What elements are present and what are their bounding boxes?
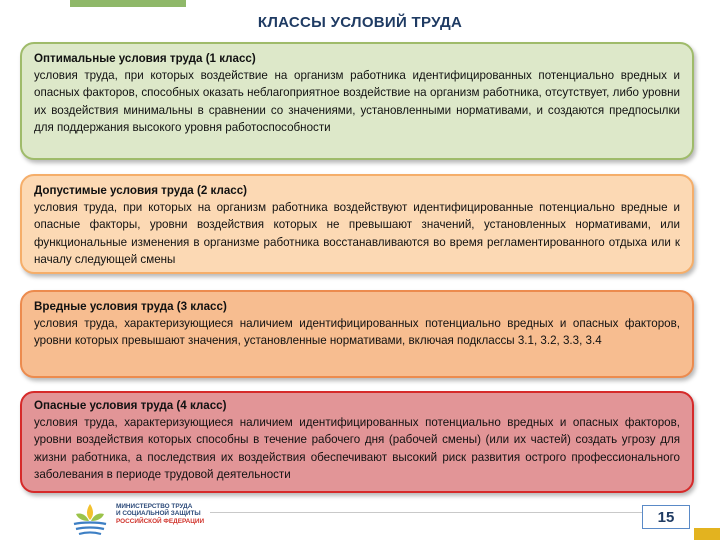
class-4-text: условия труда, характеризующиеся наличием идентифицированных потенциально вредных и опасных факторов, уровни воздействия которых способны в течение рабочего дня (рабочей смены) (или их частей) создать угрозу для жизни работника, а последствия их воздействия обеспечивают высокий риск развития острого профессионального заболевания в периоде трудовой деятельности bbox=[34, 416, 680, 481]
ministry-logo-icon bbox=[70, 500, 110, 538]
ministry-name bbox=[116, 503, 204, 525]
class-1-text: условия труда, при которых воздействие на организм работника идентифицированных потенциально вредных и опасных факторов, способных оказать неблагоприятное воздействие на организм работника, отсутствует, либо уровни их воздействия минимальны в сравнении со значениями, установленными нормативами, и создаются предпосылки для поддержания высокого уровня работоспособности bbox=[34, 69, 680, 134]
class-2-text: условия труда, при которых на организм работника воздействуют идентифицированные потенциально вредные и опасные факторы, уровни воздействия которых не превышают значений, установленных нормативами, или функциональные изменения в организме работника восстанавливаются во время регламентированного отдыха или к началу следующей смены bbox=[34, 201, 680, 266]
ministry-line-3: РОССИЙСКОЙ ФЕДЕРАЦИИ bbox=[116, 517, 205, 525]
page-number: 15 bbox=[642, 505, 690, 529]
page-title: КЛАССЫ УСЛОВИЙ ТРУДА bbox=[257, 14, 463, 31]
class-3-heading: Вредные условия труда (3 класс) bbox=[34, 300, 227, 313]
bottom-accent-bar bbox=[694, 528, 720, 540]
class-4-card bbox=[20, 391, 694, 493]
footer-divider bbox=[210, 512, 650, 513]
ministry-line-2: И СОЦИАЛЬНОЙ ЗАЩИТЫ bbox=[116, 510, 201, 518]
class-3-card bbox=[20, 290, 694, 378]
class-1-card bbox=[20, 42, 694, 160]
class-3-text: условия труда, характеризующиеся наличием идентифицированных потенциально вредных и опасных факторов, уровни которых превышают значения, установленные нормативами, включая подклассы 3.1, 3.2, 3.3, 3.4 bbox=[34, 317, 680, 348]
top-accent-bar bbox=[70, 0, 186, 7]
class-2-heading: Допустимые условия труда (2 класс) bbox=[34, 184, 248, 197]
class-4-heading: Опасные условия труда (4 класс) bbox=[34, 399, 227, 412]
class-1-heading: Оптимальные условия труда (1 класс) bbox=[34, 52, 256, 65]
ministry-line-1: МИНИСТЕРСТВО ТРУДА bbox=[116, 503, 193, 510]
class-2-card bbox=[20, 174, 694, 274]
